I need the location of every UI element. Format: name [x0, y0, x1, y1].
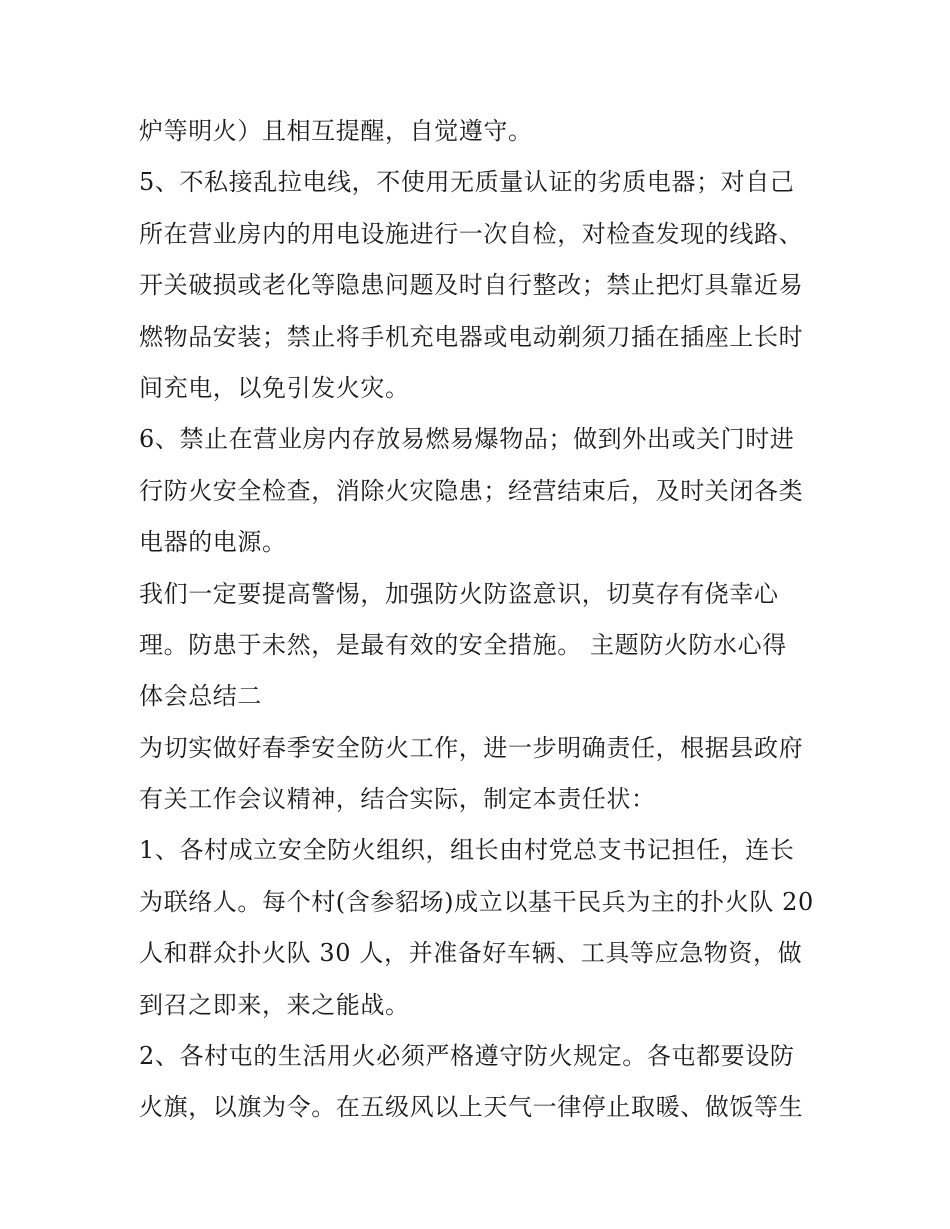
- text-line: 我们一定要提高警惕，加强防火防盗意识，切莫存有侥幸心: [139, 579, 779, 608]
- text-line: 行防火安全检查，消除火灾隐患；经营结束后，及时关闭各类: [139, 476, 804, 505]
- text-line: 人和群众扑火队 30 人，并准备好车辆、工具等应急物资，做: [139, 939, 803, 968]
- text-line: 火旗，以旗为令。在五级风以上天气一律停止取暖、做饭等生: [139, 1093, 804, 1122]
- text-line: 电器的电源。: [139, 528, 287, 557]
- text-line: 开关破损或老化等隐患问题及时自行整改；禁止把灯具靠近易: [139, 271, 804, 300]
- text-line: 炉等明火）且相互提醒，自觉遵守。: [139, 117, 533, 145]
- text-line: 6、禁止在营业房内存放易燃易爆物品；做到外出或关门时进: [139, 425, 795, 454]
- text-line: 间充电，以免引发火灾。: [139, 373, 410, 402]
- text-line: 为联络人。每个村(含参貂场)成立以基干民兵为主的扑火队 20: [139, 887, 814, 916]
- text-line: 到召之即来，来之能战。: [139, 990, 410, 1019]
- document-body: [139, 106, 819, 1134]
- text-line: 理。防患于未然，是最有效的安全措施。 主题防火防水心得: [139, 630, 787, 659]
- text-line: 体会总结二: [139, 682, 262, 711]
- text-line: 2、各村屯的生活用火必须严格遵守防火规定。各屯都要设防: [139, 1042, 795, 1071]
- text-line: 燃物品安装；禁止将手机充电器或电动剃须刀插在插座上长时: [139, 322, 804, 351]
- text-line: 为切实做好春季安全防火工作，进一步明确责任，根据县政府: [139, 733, 804, 762]
- text-line: 所在营业房内的用电设施进行一次自检，对检查发现的线路、: [139, 219, 804, 248]
- text-line: 5、不私接乱拉电线，不使用无质量认证的劣质电器；对自己: [139, 168, 795, 197]
- text-line: 1、各村成立安全防火组织，组长由村党总支书记担任，连长: [139, 836, 795, 865]
- text-line: 有关工作会议精神，结合实际，制定本责任状：: [139, 785, 656, 814]
